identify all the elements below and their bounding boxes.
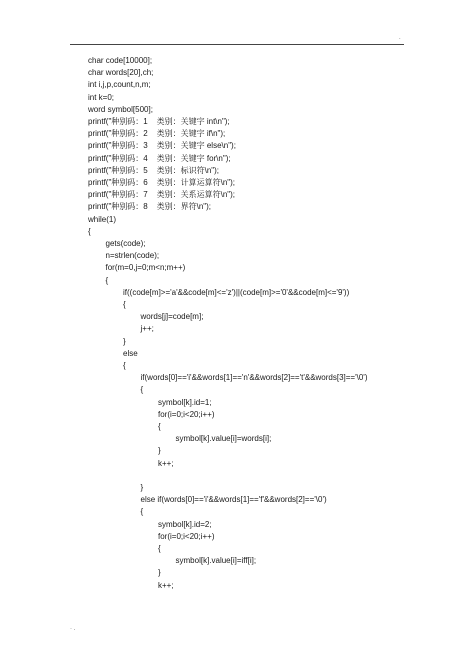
code-line: symbol[k].id=1; xyxy=(158,397,212,407)
code-line: words[j]=code[m]; xyxy=(140,312,204,322)
header-rule xyxy=(70,44,404,45)
code-line: } xyxy=(140,483,144,492)
code-line: int k=0; xyxy=(88,92,115,102)
code-line: else xyxy=(123,348,138,358)
code-line: n=strlen(code); xyxy=(105,251,160,261)
code-line: if(words[0]=='i'&&words[1]=='n'&&words[2]=='t'&&words[3]=='\0') xyxy=(140,373,368,383)
code-line: printf("种别码：5 类别：标识符\n"); xyxy=(88,165,220,175)
code-line: { xyxy=(140,385,144,395)
code-line: printf("种别码：4 类别：关键字 for\n"); xyxy=(88,153,231,163)
code-line: j++; xyxy=(140,324,154,334)
code-line: } xyxy=(158,568,161,578)
code-line: { xyxy=(158,544,161,553)
code-line: printf("种别码：1 类别：关键字 int\n"); xyxy=(88,117,230,126)
code-line: { xyxy=(158,422,161,431)
code-line: { xyxy=(140,507,144,517)
code-line: else if(words[0]=='i'&&words[1]=='f'&&words[2]=='\0') xyxy=(140,495,327,505)
code-line: symbol[k].value[i]=words[i]; xyxy=(175,434,272,444)
code-line: } xyxy=(158,446,161,456)
code-line: char code[10000]; xyxy=(88,56,153,65)
code-line: gets(code); xyxy=(105,239,146,248)
code-line: k++; xyxy=(158,458,174,468)
code-line: printf("种别码：6 类别：计算运算符\n"); xyxy=(88,178,236,187)
code-line: char words[20],ch; xyxy=(88,68,154,78)
code-line: k++; xyxy=(158,580,174,590)
code-line: { xyxy=(123,300,126,309)
header-corner-mark: . xyxy=(399,35,401,41)
code-line: { xyxy=(123,361,126,370)
code-line: { xyxy=(105,275,109,285)
code-line: symbol[k].id=2; xyxy=(158,519,212,529)
code-line: printf("种别码：8 类别：界符\n"); xyxy=(88,202,212,212)
footer-corner-mark: · . xyxy=(70,626,76,632)
code-line: printf("种别码：7 类别：关系运算符\n"); xyxy=(88,190,236,200)
code-line: for(m=0,j=0;m<n;m++) xyxy=(105,263,186,273)
code-line: for(i=0;i<20;i++) xyxy=(158,531,215,541)
code-line: int i,j,p,count,n,m; xyxy=(88,80,151,90)
code-line: for(i=0;i<20;i++) xyxy=(158,409,215,419)
code-line: { xyxy=(88,226,91,236)
code-line: symbol[k].value[i]=iff[i]; xyxy=(175,556,257,566)
code-line: printf("种别码：3 类别：关键字 else\n"); xyxy=(88,141,236,151)
code-line: if((code[m]>='a'&&code[m]<='z')||(code[m]>='0'&&code[m]<='9')) xyxy=(123,287,350,297)
code-line: } xyxy=(123,336,126,346)
code-line: printf("种别码：2 类别：关键字 if\n"); xyxy=(88,129,226,139)
code-line: while(1) xyxy=(88,214,117,224)
code-line: word symbol[500]; xyxy=(88,104,153,114)
